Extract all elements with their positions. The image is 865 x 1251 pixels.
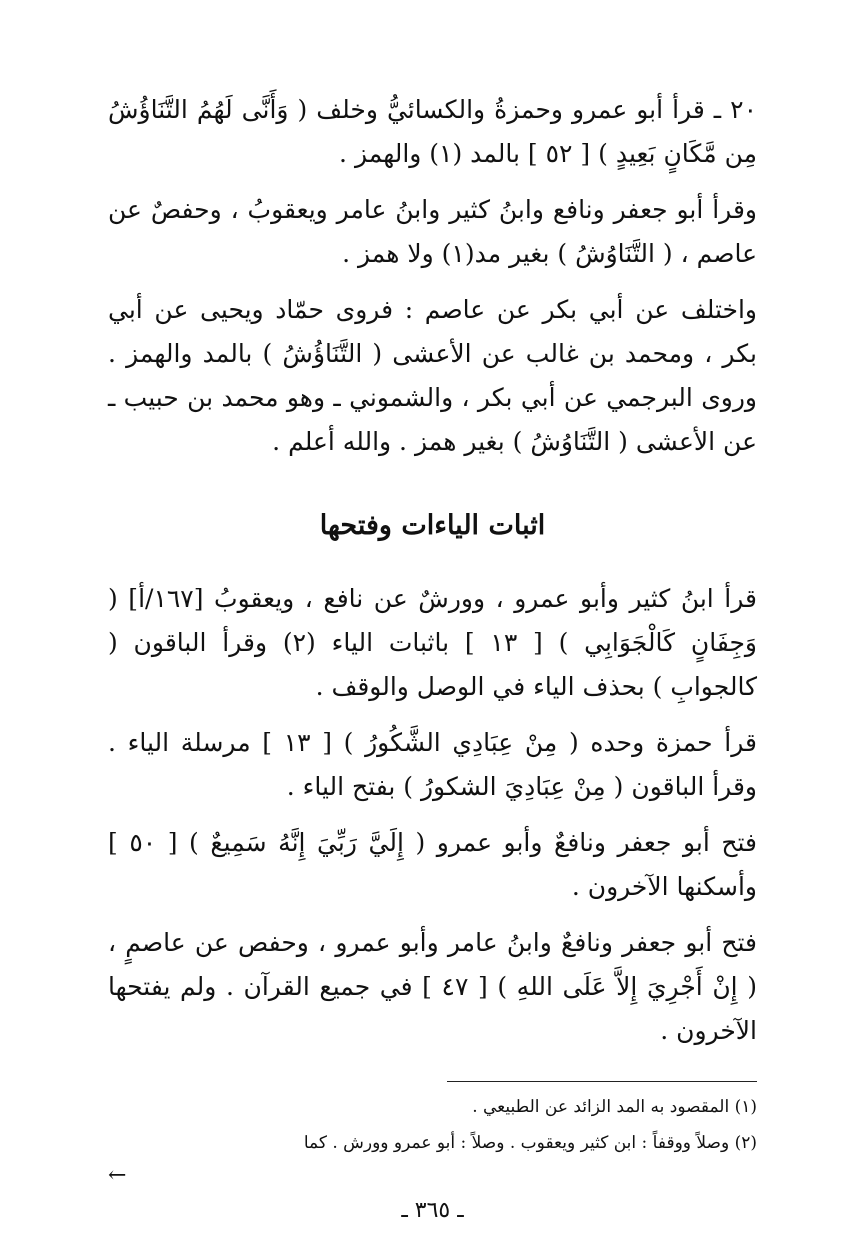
paragraph-other-readers: وقرأ أبو جعفر ونافع وابنُ كثير وابنُ عامر ويعقوبُ ، وحفصٌ عن عاصم ، ( التَّنَاوُشُ ) بغير مد(١) ولا همز . [108, 195, 757, 268]
page-number: ـ ٣٦٥ ـ [401, 1198, 464, 1223]
paragraph-rabbi: فتح أبو جعفر ونافعٌ وأبو عمرو ( إِلَيَّ رَبِّيَ إِنَّهُ سَمِيعٌ ) [ ٥٠ ] وأسكنها الآخرون . [108, 828, 758, 901]
section-heading: اثبات الياءات وفتحها [319, 510, 546, 541]
paragraph-jawabi: قرأ ابنُ كثير وأبو عمرو ، وورشٌ عن نافع ، ويعقوبُ [١٦٧/أ] ( وَجِفَانٍ كَالْجَوَابِي ) [ ١٣ ] باثبات الياء (٢) وقرأ الباقون ( كالجوابِ ) بحذف الياء في الوصل والوقف . [108, 584, 758, 701]
paragraph-ibadi: قرأ حمزة وحده ( مِنْ عِبَادِي الشَّكُورُ ) [ ١٣ ] مرسلة الياء . وقرأ الباقون ( مِنْ عِبَادِيَ الشكورُ ) بفتح الياء . [108, 728, 757, 801]
footnote-divider [447, 1081, 757, 1082]
continuation-arrow-icon: ← [108, 1163, 127, 1188]
paragraph-ajri: فتح أبو جعفر ونافعٌ وابنُ عامر وأبو عمرو ، وحفص عن عاصمٍ ، ( إِنْ أَجْرِيَ إِلاَّ عَلَى اللهِ ) [ ٤٧ ] في جميع القرآن . ولم يفتحها الآخرون . [108, 928, 757, 1045]
footnote-2: (٢) وصلاً ووقفاً : ابن كثير ويعقوب . وصلاً : أبو عمرو وورش . كما [303, 1133, 757, 1153]
footnote-1: (١) المقصود به المد الزائد عن الطبيعي . [472, 1097, 757, 1117]
paragraph-abu-bakr-variants: واختلف عن أبي بكر عن عاصم : فروى حمّاد ويحيى عن أبي بكر ، ومحمد بن غالب عن الأعشى ( التَّنَاؤُشُ ) بالمد والهمز . وروى البرجمي عن أبي بكر ، والشموني ـ وهو محمد بن حبيب ـ عن الأعشى ( التَّنَاوُشُ ) بغير همز . والله أعلم . [108, 295, 757, 456]
paragraph-verse-20: ٢٠ ـ قرأ أبو عمرو وحمزةُ والكسائيُّ وخلف ( وَأَنَّى لَهُمُ التَّنَاؤُشُ مِن مَّكَانٍ بَعِيدٍ ) [ ٥٢ ] بالمد (١) والهمز . [108, 95, 757, 168]
